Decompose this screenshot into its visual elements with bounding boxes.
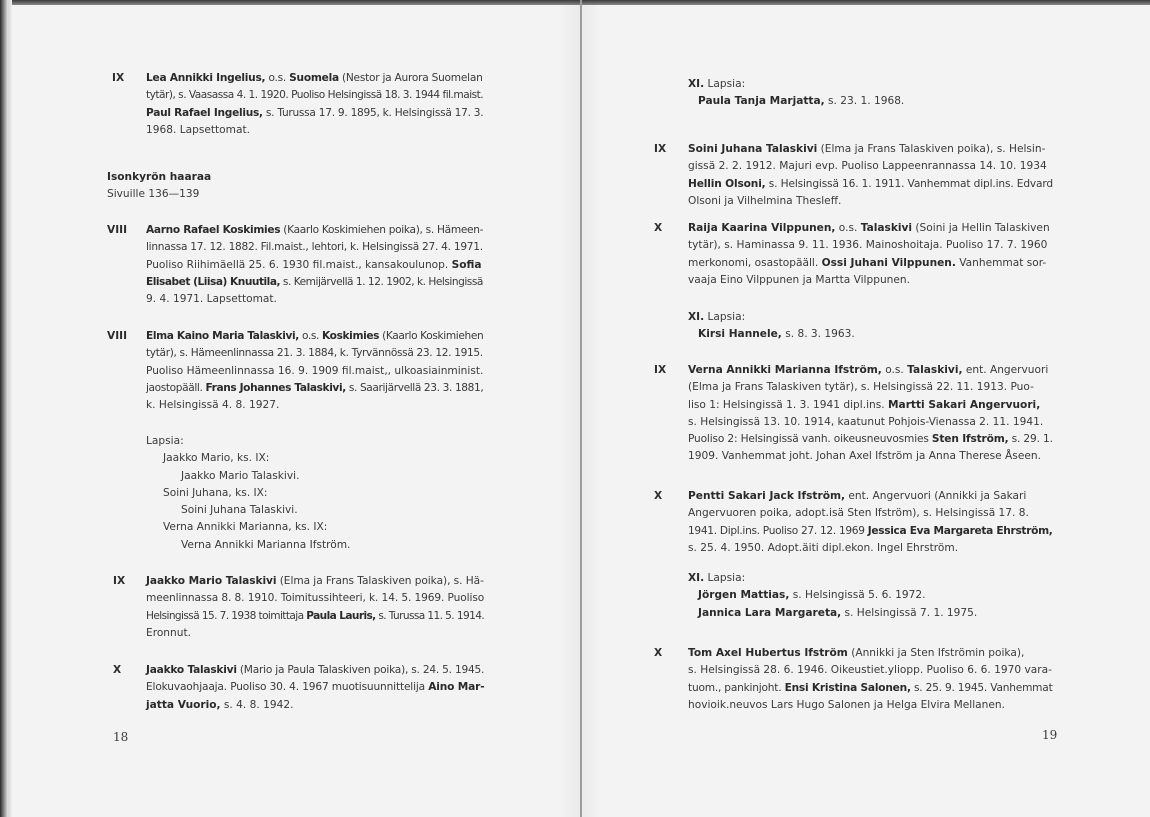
person-name: Raija Kaarina Vilppunen, [688, 222, 836, 234]
text-line [146, 274, 483, 291]
child-name: Verna Annikki Marianna, ks. IX: [163, 521, 328, 534]
entry-text: vaaja Eino Vilppunen ja Martta Vilppunen. [688, 273, 910, 286]
text-line [688, 379, 1053, 396]
text-line [688, 141, 1053, 158]
children-label-text: Lapsia: [704, 311, 746, 323]
entry-text: Puoliso Riihimäellä 25. 6. 1930 fil.maist., kansakoulunop. [146, 258, 452, 271]
entry-text: Helsingissä 15. 7. 1938 toimittaja [146, 609, 307, 622]
entry-body [146, 573, 484, 642]
person-name: Jannica Lara Margareta, [698, 606, 842, 619]
person-name: Ensi Kristina Salonen, [784, 681, 911, 694]
child-name: Soini Juhana, ks. IX: [163, 486, 268, 499]
person-name: Talaskivi, [907, 364, 963, 376]
person-name: Paula Tanja Marjatta, [698, 95, 825, 108]
entry-text: tytär), s. Vaasassa 4. 1. 1920. Puoliso Helsingissä 18. 3. 1944 fil.maist. [146, 89, 484, 102]
entry-text: Eronnut. [146, 626, 191, 639]
children-label [688, 570, 977, 587]
children-list [688, 76, 904, 111]
children-list [146, 433, 350, 554]
entry-body [146, 70, 483, 139]
person-name: Frans Johannes Talaskivi, [205, 381, 346, 394]
text-line [688, 488, 1053, 505]
text-line [688, 193, 1053, 210]
generation-number: X [654, 647, 663, 659]
entry-text: (Soini ja Hellin Talaskiven [912, 222, 1050, 234]
child-item [688, 93, 904, 110]
children-label-text: Lapsia: [704, 78, 746, 90]
text-line [688, 680, 1053, 697]
person-name: Sofia [451, 258, 482, 271]
entry-body [146, 222, 483, 308]
text-line [688, 523, 1053, 540]
text-line [688, 272, 1053, 289]
person-name: Suomela [289, 72, 339, 84]
entry-text: 1909. Vanhemmat joht. Johan Axel Ifström ja Anna Therese Åseen. [688, 450, 1041, 463]
generation-number: IX [654, 364, 667, 376]
entry-text: (Elma ja Frans Talaskiven poika), s. Helsin- [817, 143, 1046, 155]
entry-text: hovioik.neuvos Lars Hugo Salonen ja Helga Elvira Mellanen. [688, 698, 1005, 711]
person-name: Jaakko Talaskivi [146, 664, 237, 676]
children-label [688, 76, 904, 93]
person-name: Koskimies [322, 330, 380, 342]
generation-number: IX [113, 575, 126, 587]
entry-text: s. Helsingissä 13. 10. 1914, kaatunut Pohjois-Vienassa 2. 11. 1941. [688, 415, 1044, 428]
entry-text: s. 23. 1. 1968. [824, 95, 905, 108]
branch-title: Isonkyrön haaraa [107, 171, 212, 183]
entry-text: s. 4. 8. 1942. [220, 698, 294, 711]
text-line [146, 573, 484, 590]
text-line [146, 105, 483, 122]
child-reference[interactable]: Jaakko Mario Talaskivi. [181, 469, 300, 482]
person-name: Ossi Juhani Vilppunen. [821, 256, 956, 269]
entry-body [688, 488, 1053, 557]
entry-text: (Annikki ja Sten Ifströmin poika), [847, 647, 1025, 659]
entry-text: jaostopääll. [146, 381, 206, 394]
entry-body [688, 362, 1053, 466]
children-list [688, 309, 855, 344]
child-name: Jaakko Mario, ks. IX: [163, 452, 270, 465]
text-line [146, 625, 484, 642]
person-name: Soini Juhana Talaskivi [688, 143, 818, 155]
entry-body [146, 328, 483, 414]
entry-text: (Nestor ja Aurora Suomelan [338, 72, 483, 84]
text-line [688, 255, 1053, 272]
entry-text: s. Turussa 11. 5. 1914. [375, 609, 485, 622]
entry-text: Puoliso 2: Helsingissä vanh. oikeusneuvosmies [688, 433, 932, 446]
text-line [688, 397, 1053, 414]
text-line [146, 122, 483, 139]
text-line [146, 70, 483, 87]
generation-number: XI. [688, 572, 705, 584]
entry-text: s. 8. 3. 1963. [781, 328, 855, 341]
children-label [688, 309, 855, 326]
entry-text: s. Kemijärvellä 1. 12. 1902, k. Helsingissä [280, 275, 483, 288]
children-label-text: Lapsia: [704, 572, 746, 584]
text-line [146, 222, 483, 239]
entry-text: s. Helsingissä 28. 6. 1946. Oikeustiet.yliopp. Puoliso 6. 6. 1970 vara- [688, 664, 1052, 677]
entry-text: tytär), s. Hämeenlinnassa 21. 3. 1884, k. Tyrvännössä 23. 12. 1915. [146, 347, 483, 360]
generation-number: X [113, 664, 122, 676]
generation-number: XI. [688, 78, 705, 90]
right-page [582, 0, 1150, 817]
text-line [688, 158, 1053, 175]
entry-text: s. Helsingissä 16. 1. 1911. Vanhemmat dipl.ins. Edvard [765, 177, 1053, 190]
person-name: Paula Lauris, [306, 609, 376, 622]
entry-text: (Kaarlo Koskimiehen poika), s. Hämeen- [280, 224, 484, 236]
generation-number: X [654, 222, 663, 234]
entry-text: Vanhemmat sor- [955, 256, 1047, 269]
child-ref [146, 450, 350, 554]
text-line [146, 679, 484, 696]
text-line [146, 397, 483, 414]
entry-text: liso 1: Helsingissä 1. 3. 1941 dipl.ins. [688, 398, 888, 411]
person-name: Hellin Olsoni, [688, 177, 766, 190]
text-line [146, 590, 484, 607]
entry-body [146, 662, 484, 714]
child-reference[interactable]: Soini Juhana Talaskivi. [181, 504, 298, 517]
person-name: Jessica Eva Margareta Ehrström, [867, 524, 1053, 537]
text-line [688, 645, 1053, 662]
entry-text: ent. Angervuori (Annikki ja Sakari [845, 490, 1027, 502]
person-name: Jaakko Mario Talaskivi [146, 575, 277, 587]
generation-number: IX [654, 143, 667, 155]
text-line [146, 363, 483, 380]
entry-text: s. Helsingissä 7. 1. 1975. [841, 606, 978, 619]
text-line [688, 176, 1053, 193]
text-line [688, 697, 1053, 714]
text-line [688, 237, 1053, 254]
entry-text: 1941. Dipl.ins. Puoliso 27. 12. 1969 [688, 524, 868, 537]
text-line [146, 291, 483, 308]
entry-text: tytär), s. Haminassa 9. 11. 1936. Mainoshoitaja. Puoliso 17. 7. 1960 [688, 239, 1048, 252]
page-number: 19 [1042, 728, 1058, 742]
entry-text: s. 29. 1. [1008, 433, 1053, 446]
entry-text: (Elma ja Frans Talaskiven poika), s. Hä- [276, 575, 484, 587]
entry-text: (Mario ja Paula Talaskiven poika), s. 24. 5. 1945. [236, 664, 485, 676]
person-name: Kirsi Hannele, [698, 328, 782, 341]
person-name: Tom Axel Hubertus Ifström [688, 647, 848, 659]
generation-number: IX [112, 72, 125, 84]
children-label: Lapsia: [146, 435, 184, 447]
person-name: Aino Mar- [428, 681, 485, 694]
entry-text: tuom., pankinjoht. [688, 681, 785, 694]
entry-text: meenlinnassa 8. 8. 1910. Toimitussihteeri, k. 14. 5. 1969. Puoliso [146, 592, 485, 605]
children-list [688, 570, 977, 622]
branch-subtitle: Sivuille 136—139 [107, 188, 200, 201]
child-item [688, 326, 855, 343]
text-line [688, 505, 1053, 522]
entry-text: (Elma ja Frans Talaskiven tytär), s. Helsingissä 22. 11. 1913. Puo- [688, 381, 1034, 394]
entry-text: o.s. [298, 330, 323, 342]
entry-text: 1968. Lapsettomat. [146, 123, 250, 136]
person-name: Talaskivi [860, 222, 913, 234]
person-name: Jörgen Mattias, [698, 589, 790, 602]
generation-number: XI. [688, 311, 705, 323]
person-name: Elisabet (Liisa) Knuutila, [146, 275, 281, 288]
text-line [146, 328, 483, 345]
entry-text: ent. Angervuori [962, 364, 1049, 376]
text-line [688, 414, 1053, 431]
text-line [688, 431, 1053, 448]
text-line [688, 362, 1053, 379]
entry-text: s. Helsingissä 5. 6. 1972. [789, 589, 926, 602]
text-line [688, 540, 1053, 557]
entry-body [688, 220, 1053, 289]
entry-text: s. 25. 9. 1945. Vanhemmat [910, 681, 1053, 694]
text-line [688, 662, 1053, 679]
text-line [146, 697, 484, 714]
text-line [146, 662, 484, 679]
entry-text: Elokuvaohjaaja. Puoliso 30. 4. 1967 muotisuunnittelija [146, 681, 429, 694]
text-line [146, 87, 483, 104]
person-name: Sten Ifström, [931, 433, 1009, 446]
entry-text: 9. 4. 1971. Lapsettomat. [146, 293, 277, 306]
text-line [146, 608, 484, 625]
person-name: Aarno Rafael Koskimies [146, 224, 281, 236]
entry-text: Puoliso Hämeenlinnassa 16. 9. 1909 fil.maist,, ulkoasiainminist. [146, 364, 484, 377]
entry-text: o.s. [881, 364, 908, 376]
page-number: 18 [113, 730, 129, 744]
entry-text: merkonomi, osastopääll. [688, 256, 822, 269]
entry-text: Angervuoren poika, adopt.isä Sten Ifström), s. Helsingissä 17. 8. [688, 507, 1029, 520]
person-name: Pentti Sakari Jack Ifström, [688, 490, 846, 502]
entry-text: s. 25. 4. 1950. Adopt.äiti dipl.ekon. Ingel Ehrström. [688, 541, 959, 554]
generation-number: VIII [107, 224, 128, 236]
branch-heading [107, 169, 211, 204]
person-name: Paul Rafael Ingelius, [146, 106, 263, 119]
child-reference[interactable]: Verna Annikki Marianna Ifström. [181, 538, 351, 551]
person-name: Verna Annikki Marianna Ifström, [688, 364, 882, 376]
entry-text: o.s. [265, 72, 290, 84]
text-line [146, 239, 483, 256]
entry-text: Olsoni ja Vilhelmina Thesleff. [688, 194, 842, 207]
entry-text: linnassa 17. 12. 1882. Fil.maist., lehtori, k. Helsingissä 27. 4. 1971. [146, 241, 483, 254]
child-item [688, 605, 977, 622]
entry-text: k. Helsingissä 4. 8. 1927. [146, 399, 280, 412]
child-item [688, 587, 977, 604]
entry-text: s. Saarijärvellä 23. 3. 1881, [345, 381, 484, 394]
generation-number: VIII [107, 330, 128, 342]
text-line [688, 220, 1053, 237]
entry-text: (Kaarlo Koskimiehen [379, 330, 484, 342]
entry-body [688, 645, 1053, 714]
entry-body [688, 141, 1053, 210]
text-line [688, 448, 1053, 465]
person-name: Martti Sakari Angervuori, [888, 398, 1041, 411]
entry-text: o.s. [835, 222, 861, 234]
text-line [146, 345, 483, 362]
person-name: jatta Vuorio, [146, 698, 221, 711]
text-line [146, 380, 483, 397]
text-line [146, 257, 483, 274]
entry-text: s. Turussa 17. 9. 1895, k. Helsingissä 17. 3. [262, 106, 484, 119]
person-name: Elma Kaino Maria Talaskivi, [146, 330, 299, 342]
generation-number: X [654, 490, 663, 502]
entry-text: gissä 2. 2. 1912. Majuri evp. Puoliso Lappeenrannassa 14. 10. 1934 [688, 160, 1047, 173]
person-name: Lea Annikki Ingelius, [146, 72, 266, 84]
